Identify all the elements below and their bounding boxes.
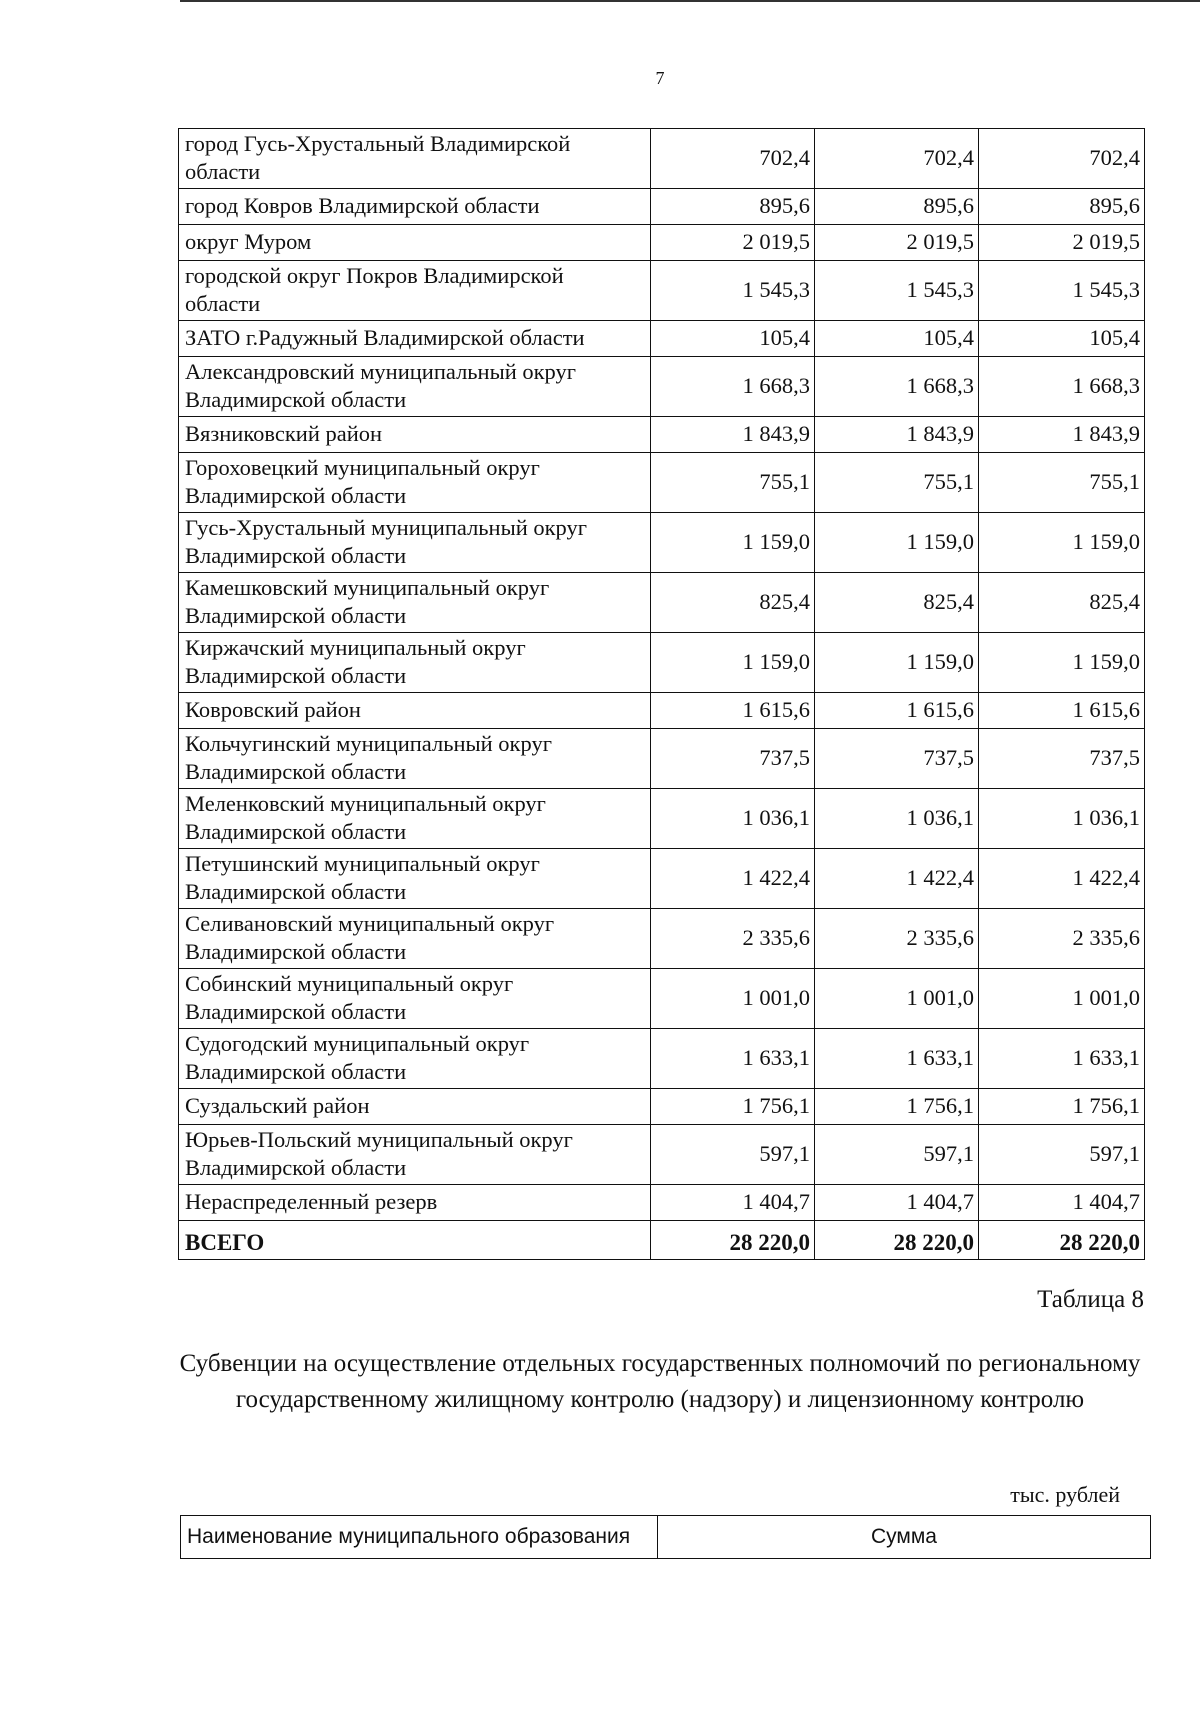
value-1: 1 545,3: [651, 261, 815, 321]
value-1: 737,5: [651, 729, 815, 789]
table-row: [179, 225, 1145, 261]
municipality-name: Собинский муниципальный округ Владимирской области: [179, 969, 651, 1029]
municipality-name: город Ковров Владимирской области: [179, 189, 651, 225]
value-3: 1 159,0: [979, 513, 1145, 573]
allocation-table-body: [179, 129, 1145, 1260]
value-2: 1 545,3: [815, 261, 979, 321]
table-row: [179, 909, 1145, 969]
table-row: [179, 1089, 1145, 1125]
table-row: [179, 261, 1145, 321]
value-3: 1 843,9: [979, 417, 1145, 453]
value-1: 2 335,6: [651, 909, 815, 969]
value-3: 1 633,1: [979, 1029, 1145, 1089]
value-1: 755,1: [651, 453, 815, 513]
value-2: 2 335,6: [815, 909, 979, 969]
table-row: [179, 969, 1145, 1029]
value-3: 737,5: [979, 729, 1145, 789]
column-header-name: Наименование муниципального образования: [181, 1516, 658, 1559]
value-3: 1 404,7: [979, 1185, 1145, 1221]
value-3: 1 001,0: [979, 969, 1145, 1029]
value-2: 105,4: [815, 321, 979, 357]
total-value-2: 28 220,0: [815, 1221, 979, 1260]
municipality-name: Меленковский муниципальный округ Владимирской области: [179, 789, 651, 849]
municipality-name: Киржачский муниципальный округ Владимирской области: [179, 633, 651, 693]
total-value-1: 28 220,0: [651, 1221, 815, 1260]
value-2: 755,1: [815, 453, 979, 513]
value-2: 895,6: [815, 189, 979, 225]
value-1: 825,4: [651, 573, 815, 633]
value-2: 1 001,0: [815, 969, 979, 1029]
value-3: 2 335,6: [979, 909, 1145, 969]
value-3: 895,6: [979, 189, 1145, 225]
value-2: 1 756,1: [815, 1089, 979, 1125]
value-2: 2 019,5: [815, 225, 979, 261]
municipality-name: Ковровский район: [179, 693, 651, 729]
municipality-name: ЗАТО г.Радужный Владимирской области: [179, 321, 651, 357]
value-3: 1 756,1: [979, 1089, 1145, 1125]
value-1: 1 843,9: [651, 417, 815, 453]
units-label: тыс. рублей: [1010, 1482, 1120, 1507]
total-label: ВСЕГО: [179, 1221, 651, 1260]
value-1: 1 036,1: [651, 789, 815, 849]
value-3: 1 159,0: [979, 633, 1145, 693]
municipality-name: Юрьев-Польский муниципальный округ Владимирской области: [179, 1125, 651, 1185]
table-row: [179, 573, 1145, 633]
value-3: 105,4: [979, 321, 1145, 357]
page-number: 7: [655, 68, 665, 88]
scan-top-edge: [180, 0, 1200, 2]
value-1: 1 633,1: [651, 1029, 815, 1089]
value-1: 2 019,5: [651, 225, 815, 261]
table-row: [179, 849, 1145, 909]
subvention-table-header: [181, 1516, 1151, 1559]
value-2: 1 159,0: [815, 513, 979, 573]
allocation-table: [178, 128, 1145, 1260]
value-2: 1 615,6: [815, 693, 979, 729]
value-2: 1 668,3: [815, 357, 979, 417]
value-2: 702,4: [815, 129, 979, 189]
municipality-name: Камешковский муниципальный округ Владимирской области: [179, 573, 651, 633]
table-row: [179, 633, 1145, 693]
value-1: 1 668,3: [651, 357, 815, 417]
value-2: 1 404,7: [815, 1185, 979, 1221]
municipality-name: Александровский муниципальный округ Владимирской области: [179, 357, 651, 417]
municipality-name: Судогодский муниципальный округ Владимирской области: [179, 1029, 651, 1089]
value-3: 1 615,6: [979, 693, 1145, 729]
municipality-name: Нераспределенный резерв: [179, 1185, 651, 1221]
value-3: 825,4: [979, 573, 1145, 633]
value-1: 1 159,0: [651, 513, 815, 573]
value-2: 825,4: [815, 573, 979, 633]
municipality-name: Вязниковский район: [179, 417, 651, 453]
value-1: 1 615,6: [651, 693, 815, 729]
subvention-table: [180, 1515, 1151, 1559]
value-1: 1 001,0: [651, 969, 815, 1029]
table-row: [179, 357, 1145, 417]
municipality-name: округ Муром: [179, 225, 651, 261]
value-1: 1 404,7: [651, 1185, 815, 1221]
table-8-label: Таблица 8: [1037, 1286, 1144, 1313]
value-3: 597,1: [979, 1125, 1145, 1185]
value-2: 1 422,4: [815, 849, 979, 909]
municipality-name: городской округ Покров Владимирской области: [179, 261, 651, 321]
value-3: 702,4: [979, 129, 1145, 189]
value-3: 1 545,3: [979, 261, 1145, 321]
municipality-name: Суздальский район: [179, 1089, 651, 1125]
value-2: 597,1: [815, 1125, 979, 1185]
total-row: [179, 1221, 1145, 1260]
value-2: 1 036,1: [815, 789, 979, 849]
municipality-name: Гороховецкий муниципальный округ Владимирской области: [179, 453, 651, 513]
value-1: 597,1: [651, 1125, 815, 1185]
value-1: 1 756,1: [651, 1089, 815, 1125]
table-row: [179, 1029, 1145, 1089]
municipality-name: Селивановский муниципальный округ Владимирской области: [179, 909, 651, 969]
value-1: 105,4: [651, 321, 815, 357]
table-row: [179, 789, 1145, 849]
table-row: [179, 453, 1145, 513]
table-row: [179, 417, 1145, 453]
value-2: 737,5: [815, 729, 979, 789]
table-row: [179, 1185, 1145, 1221]
table-row: [179, 729, 1145, 789]
value-2: 1 843,9: [815, 417, 979, 453]
table-8-title: Субвенции на осуществление отдельных государственных полномочий по региональному государственному жилищному контролю (надзору) и лицензионному контролю: [179, 1350, 1141, 1413]
table-row: [179, 1125, 1145, 1185]
value-1: 895,6: [651, 189, 815, 225]
value-3: 2 019,5: [979, 225, 1145, 261]
value-2: 1 159,0: [815, 633, 979, 693]
municipality-name: Петушинский муниципальный округ Владимирской области: [179, 849, 651, 909]
value-2: 1 633,1: [815, 1029, 979, 1089]
municipality-name: Кольчугинский муниципальный округ Владимирской области: [179, 729, 651, 789]
municipality-name: город Гусь-Хрустальный Владимирской области: [179, 129, 651, 189]
table-row: [179, 693, 1145, 729]
table-row: [179, 129, 1145, 189]
total-value-3: 28 220,0: [979, 1221, 1145, 1260]
value-3: 755,1: [979, 453, 1145, 513]
municipality-name: Гусь-Хрустальный муниципальный округ Владимирской области: [179, 513, 651, 573]
value-3: 1 036,1: [979, 789, 1145, 849]
value-3: 1 668,3: [979, 357, 1145, 417]
table-row: [179, 513, 1145, 573]
table-row: [179, 189, 1145, 225]
value-1: 702,4: [651, 129, 815, 189]
table-row: [179, 321, 1145, 357]
value-1: 1 422,4: [651, 849, 815, 909]
value-1: 1 159,0: [651, 633, 815, 693]
column-header-sum: Сумма: [658, 1516, 1151, 1559]
value-3: 1 422,4: [979, 849, 1145, 909]
